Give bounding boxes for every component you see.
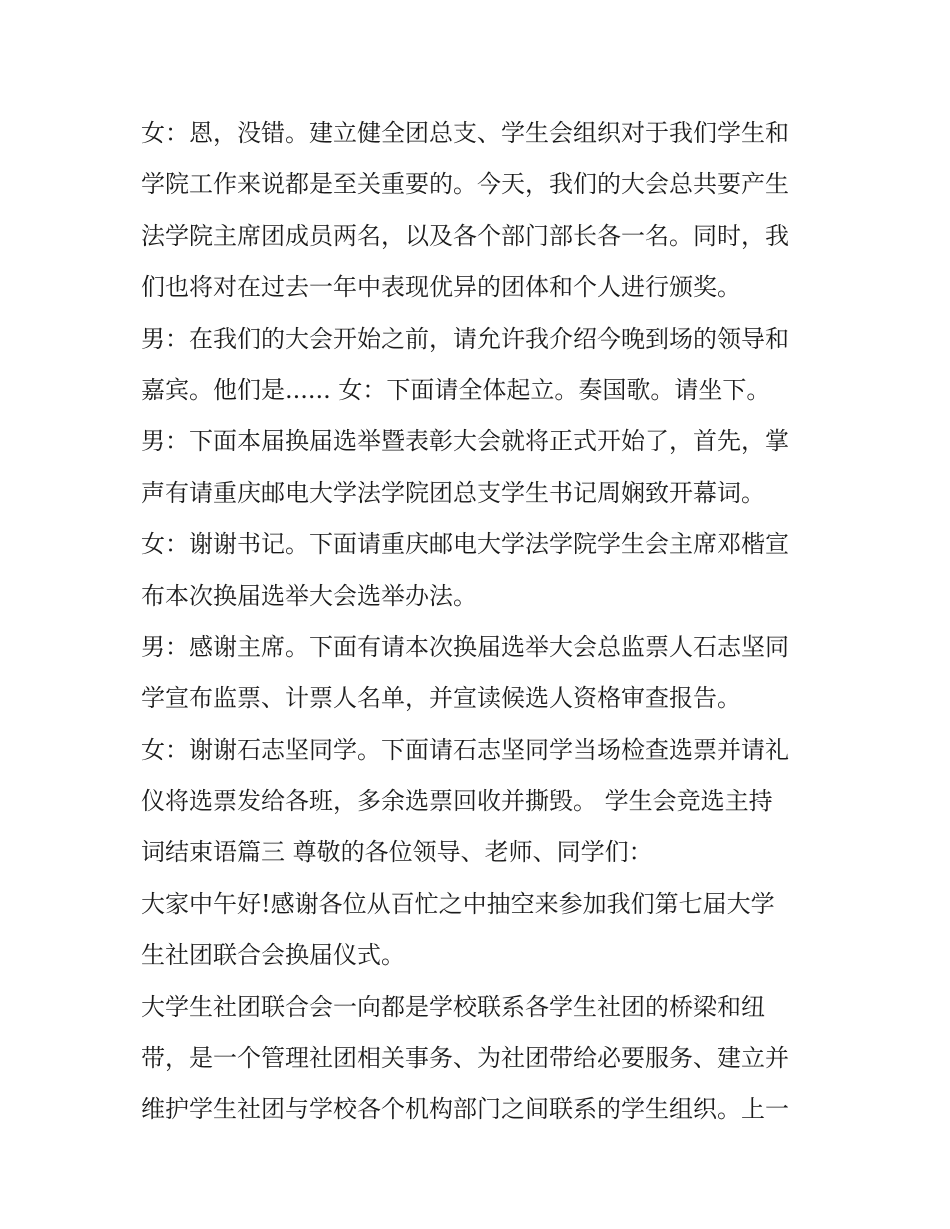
- text-line: 法学院主席团成员两名，以及各个部门部长各一名。同时，我: [141, 221, 789, 250]
- text-line: 声有请重庆邮电大学法学院团总支学生书记周娴致开幕词。: [141, 478, 765, 507]
- text-line: 男：感谢主席。下面有请本次换届选举大会总监票人石志坚同: [141, 632, 789, 661]
- text-line: 布本次换届选举大会选举办法。: [141, 581, 477, 610]
- text-line: 维护学生社团与学校各个机构部门之间联系的学生组织。上一: [141, 1095, 789, 1124]
- text-line: 嘉宾。他们是...... 女：下面请全体起立。奏国歌。请坐下。: [141, 375, 771, 404]
- text-line: 学院工作来说都是至关重要的。今天，我们的大会总共要产生: [141, 170, 789, 199]
- text-line: 女：谢谢书记。下面请重庆邮电大学法学院学生会主席邓楷宣: [141, 530, 789, 559]
- text-line: 词结束语篇三 尊敬的各位领导、老师、同学们：: [141, 838, 653, 867]
- text-line: 男：在我们的大会开始之前，请允许我介绍今晚到场的领导和: [141, 324, 789, 353]
- text-line: 带，是一个管理社团相关事务、为社团带给必要服务、建立并: [141, 1044, 789, 1073]
- text-line: 生社团联合会换届仪式。: [141, 941, 405, 970]
- text-line: 大家中午好!感谢各位从百忙之中抽空来参加我们第七届大学: [141, 889, 775, 918]
- text-line: 大学生社团联合会一向都是学校联系各学生社团的桥梁和纽: [141, 992, 765, 1021]
- text-line: 女：谢谢石志坚同学。下面请石志坚同学当场检查选票并请礼: [141, 735, 789, 764]
- text-line: 男：下面本届换届选举暨表彰大会就将正式开始了，首先，掌: [141, 427, 789, 456]
- document-body: [141, 108, 821, 1136]
- text-line: 仪将选票发给各班，多余选票回收并撕毁。 学生会竞选主持: [141, 787, 773, 816]
- text-line: 女：恩，没错。建立健全团总支、学生会组织对于我们学生和: [141, 119, 789, 147]
- text-line: 们也将对在过去一年中表现优异的团体和个人进行颁奖。: [141, 273, 741, 302]
- text-line: 学宣布监票、计票人名单，并宣读候选人资格审查报告。: [141, 684, 741, 713]
